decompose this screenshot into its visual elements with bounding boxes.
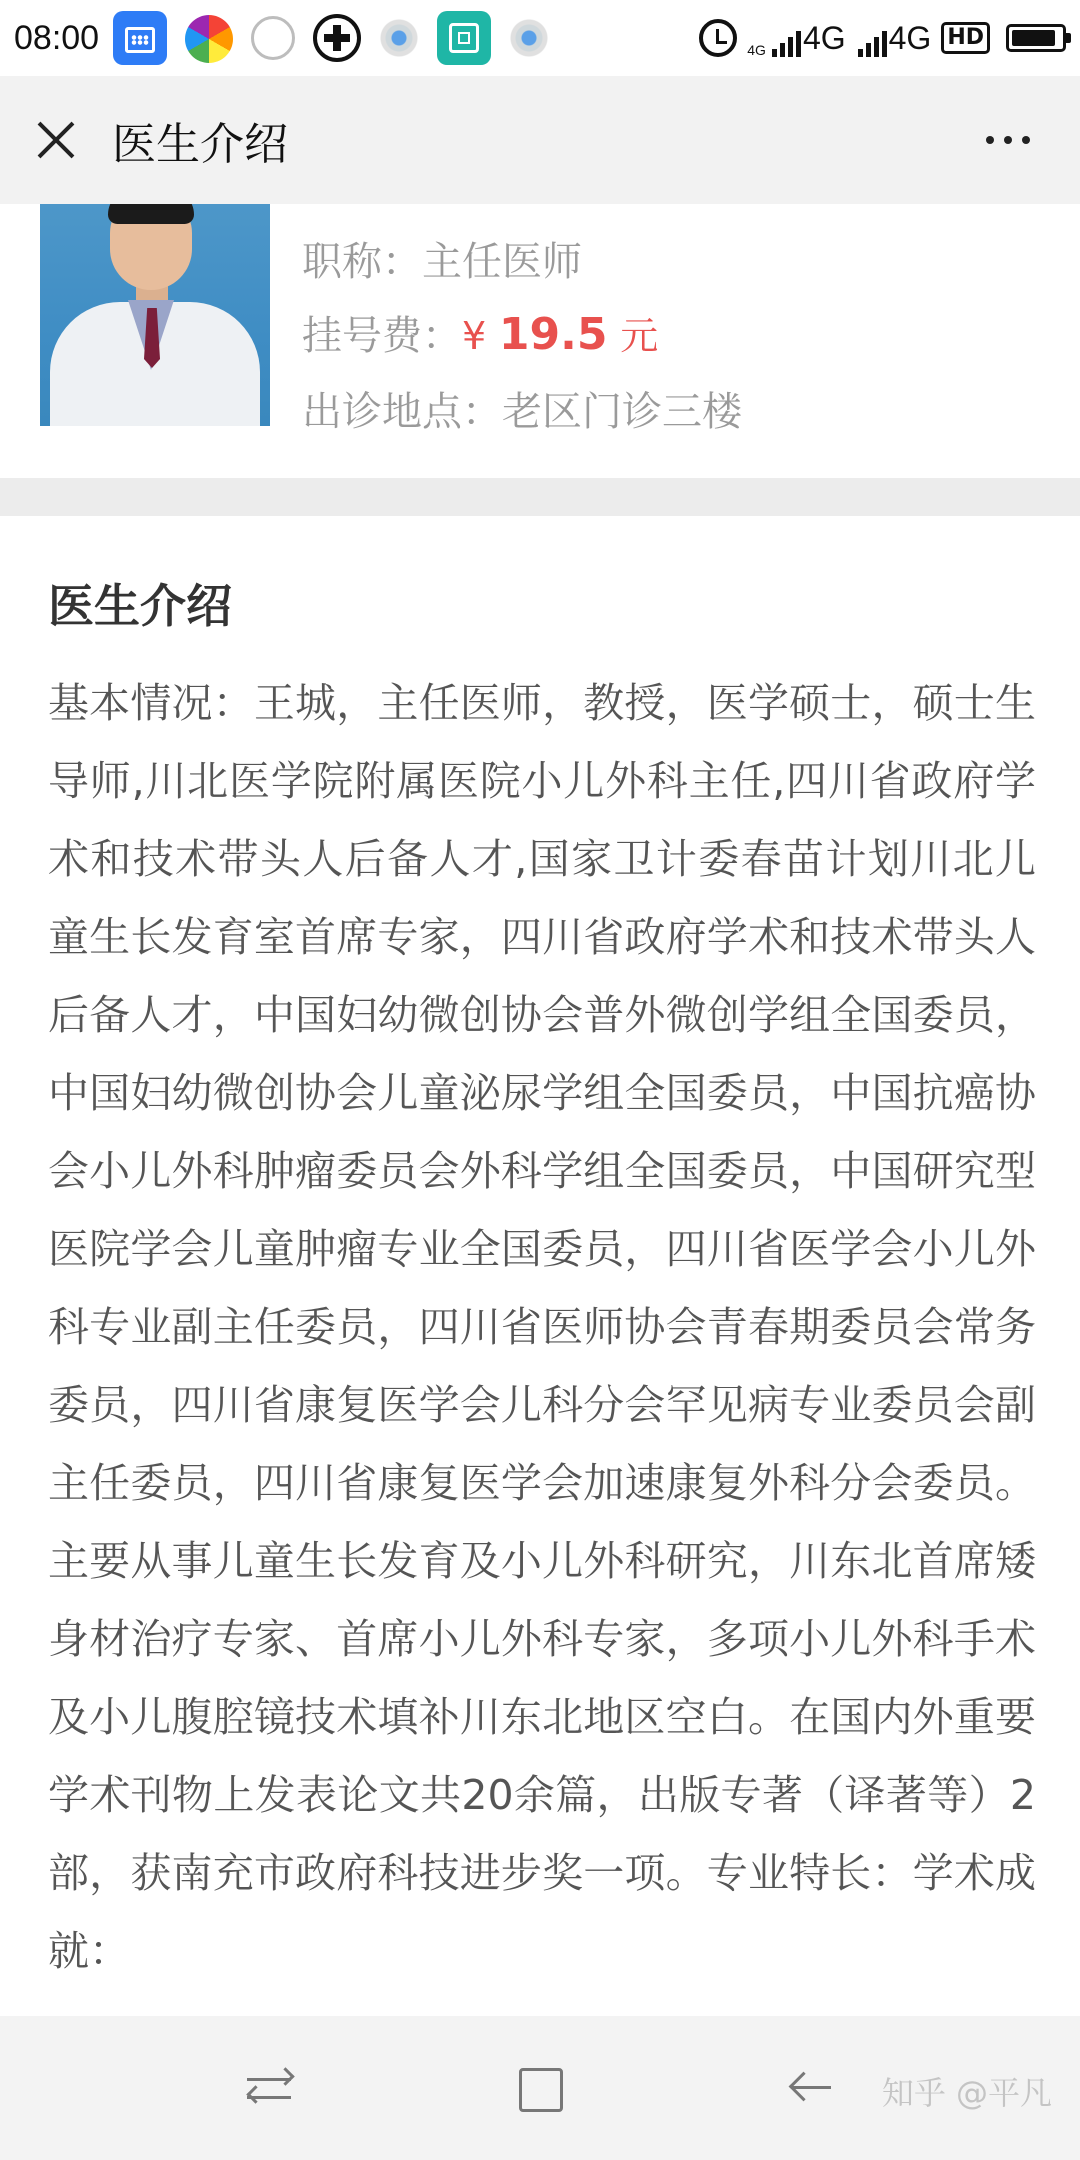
doctor-photo: [40, 204, 270, 426]
registration-fee: [302, 304, 658, 361]
network-indicator-2: [856, 20, 932, 57]
battery-icon: [1006, 24, 1066, 52]
face-app-icon: [251, 16, 295, 60]
fee-currency: ¥: [462, 314, 487, 358]
calendar-icon: [113, 11, 167, 65]
watermark: 知乎 @平凡: [881, 2074, 1052, 2112]
intro-section: [0, 516, 1080, 2016]
doctor-title: [302, 230, 582, 287]
gear-app-icon: [509, 18, 549, 58]
plus-circle-icon: [313, 14, 361, 62]
clinic-location: [302, 380, 742, 437]
more-dots-icon: [986, 136, 994, 144]
fee-label: 挂号费：: [302, 313, 462, 359]
gear-app-icon: [379, 18, 419, 58]
status-time: 08:00: [14, 18, 100, 57]
intro-heading: 医生介绍: [48, 579, 232, 633]
location-value: 老区门诊三楼: [502, 389, 742, 435]
scan-app-icon: [437, 11, 491, 65]
doctor-title-value: 主任医师: [422, 239, 582, 285]
status-bar: [0, 0, 1080, 76]
app-flower-icon: [185, 15, 233, 63]
home-button[interactable]: [513, 2064, 569, 2114]
page-title: 医生介绍: [112, 119, 288, 170]
back-button[interactable]: [783, 2064, 839, 2114]
fee-unit: 元: [620, 314, 659, 358]
network-label-1: 4G: [802, 19, 846, 56]
hd-badge: HD: [941, 22, 990, 54]
close-button[interactable]: [26, 110, 86, 170]
alarm-icon: [699, 19, 737, 57]
fee-value: 19.5: [498, 309, 608, 360]
intro-body: 基本情况：王城，主任医师，教授，医学硕士，硕士生导师,川北医学院附属医院小儿外科主任,四川省政府学术和技术带头人后备人才,国家卫计委春苗计划川北儿童生长发育室首席专家，四川省政府学术和技术带头人后备人才，中国妇幼微创协会普外微创学组全国委员，中国妇幼微创协会儿童泌尿学组全国委员，中国抗癌协会小儿外科肿瘤委员会外科学组全国委员，中国研究型医院学会儿童肿瘤专业全国委员，四川省医学会小儿外科专业副主任委员，四川省医师协会青春期委员会常务委员，四川省康复医学会儿科分会罕见病专业委员会副主任委员，四川省康复医学会加速康复外科分会委员。主要从事儿童生长发育及小儿外科研究，川东北首席矮身材治疗专家、首席小儿外科专家，多项小儿外科手术及小儿腹腔镜技术填补川东北地区空白。在国内外重要学术刊物上发表论文共20余篇，出版专著（译著等）2部，获南充市政府科技进步奖一项。专业特长：学术成就：: [48, 679, 1036, 1975]
network-indicator: [747, 20, 845, 57]
signal-icon: [772, 27, 801, 57]
switch-apps-button[interactable]: [243, 2064, 299, 2114]
status-right: [699, 19, 1066, 57]
switch-arrows-icon: [276, 2067, 294, 2085]
signal-icon: [858, 27, 887, 57]
location-label: 出诊地点：: [302, 389, 502, 435]
system-nav-bar: [0, 2016, 1080, 2160]
fee-amount: [462, 309, 659, 360]
doctor-title-label: 职称：: [302, 239, 422, 285]
nav-bar: [0, 76, 1080, 204]
network-label-2: 4G: [888, 19, 932, 56]
doctor-card: [0, 204, 1080, 478]
network-small-label: 4G: [747, 41, 766, 58]
more-button[interactable]: [986, 136, 1030, 144]
section-divider: [0, 478, 1080, 516]
